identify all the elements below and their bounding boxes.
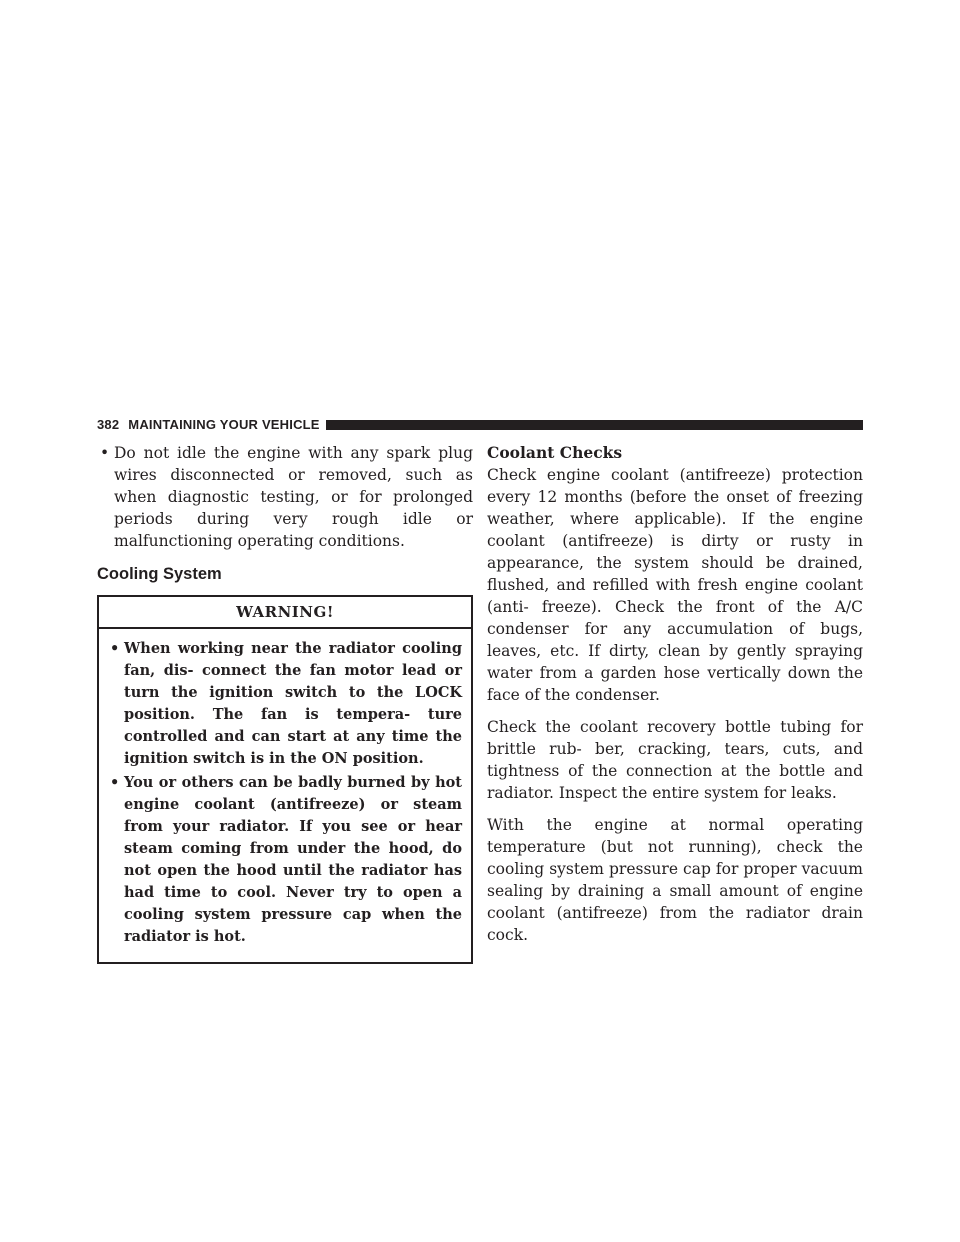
warning-body [99, 629, 471, 962]
warning-box [97, 595, 473, 964]
warning-item-text: You or others can be badly burned by hot engine coolant (antifreeze) or steam from your radiator. If you see or hear steam coming from under the hood, do not open the hood until the radiator has had time to cool. Never try to open a cooling system pressure cap when the radiator is hot. [124, 774, 462, 945]
header-rule [326, 420, 863, 430]
page-header [97, 418, 863, 432]
paragraph: Check the coolant recovery bottle tubing for brittle rub- ber, cracking, tears, cuts, and tightness of the connection at the bottle and radiator. Inspect the entire system for leaks. [487, 718, 863, 802]
section-title: MAINTAINING YOUR VEHICLE [128, 417, 320, 432]
bullet-text: Do not idle the engine with any spark plug wires disconnected or removed, such as when diagnostic testing, or for prolonged periods during very rough idle or malfunctioning operating conditions. [114, 444, 473, 550]
paragraph: Check engine coolant (antifreeze) protection every 12 months (before the onset of freezing weather, where applicable). If the engine coolant (antifreeze) is dirty or rusty in appearance, the system should be drained, flushed, and refilled with fresh engine coolant (anti- freeze). Check the front of the A/C condenser for any accumulation of bugs, leaves, etc. If dirty, clean by gently spraying water from a garden hose vertically down the face of the condenser. [487, 466, 863, 704]
warning-item [107, 638, 462, 770]
subsection-heading: Coolant Checks [487, 443, 623, 462]
paragraph: With the engine at normal operating temperature (but not running), check the cooling system pressure cap for proper vacuum sealing by draining a small amount of engine coolant (antifreeze) from the radiator drain cock. [487, 816, 863, 944]
bullet-icon: • [110, 640, 120, 657]
warning-title: WARNING! [99, 597, 471, 629]
left-column [97, 442, 473, 964]
bullet-icon: • [110, 774, 120, 791]
page-number: 382 [97, 417, 120, 432]
warning-item-text: When working near the radiator cooling fan, dis- connect the fan motor lead or turn the ignition switch to the LOCK position. The fan is tempera- ture controlled and can start at any time the ignition switch is in the ON position. [124, 640, 462, 767]
right-column [487, 442, 863, 956]
list-item [97, 442, 473, 552]
warning-item [107, 772, 462, 948]
bullet-icon: • [100, 444, 110, 462]
section-heading: Cooling System [97, 565, 222, 583]
